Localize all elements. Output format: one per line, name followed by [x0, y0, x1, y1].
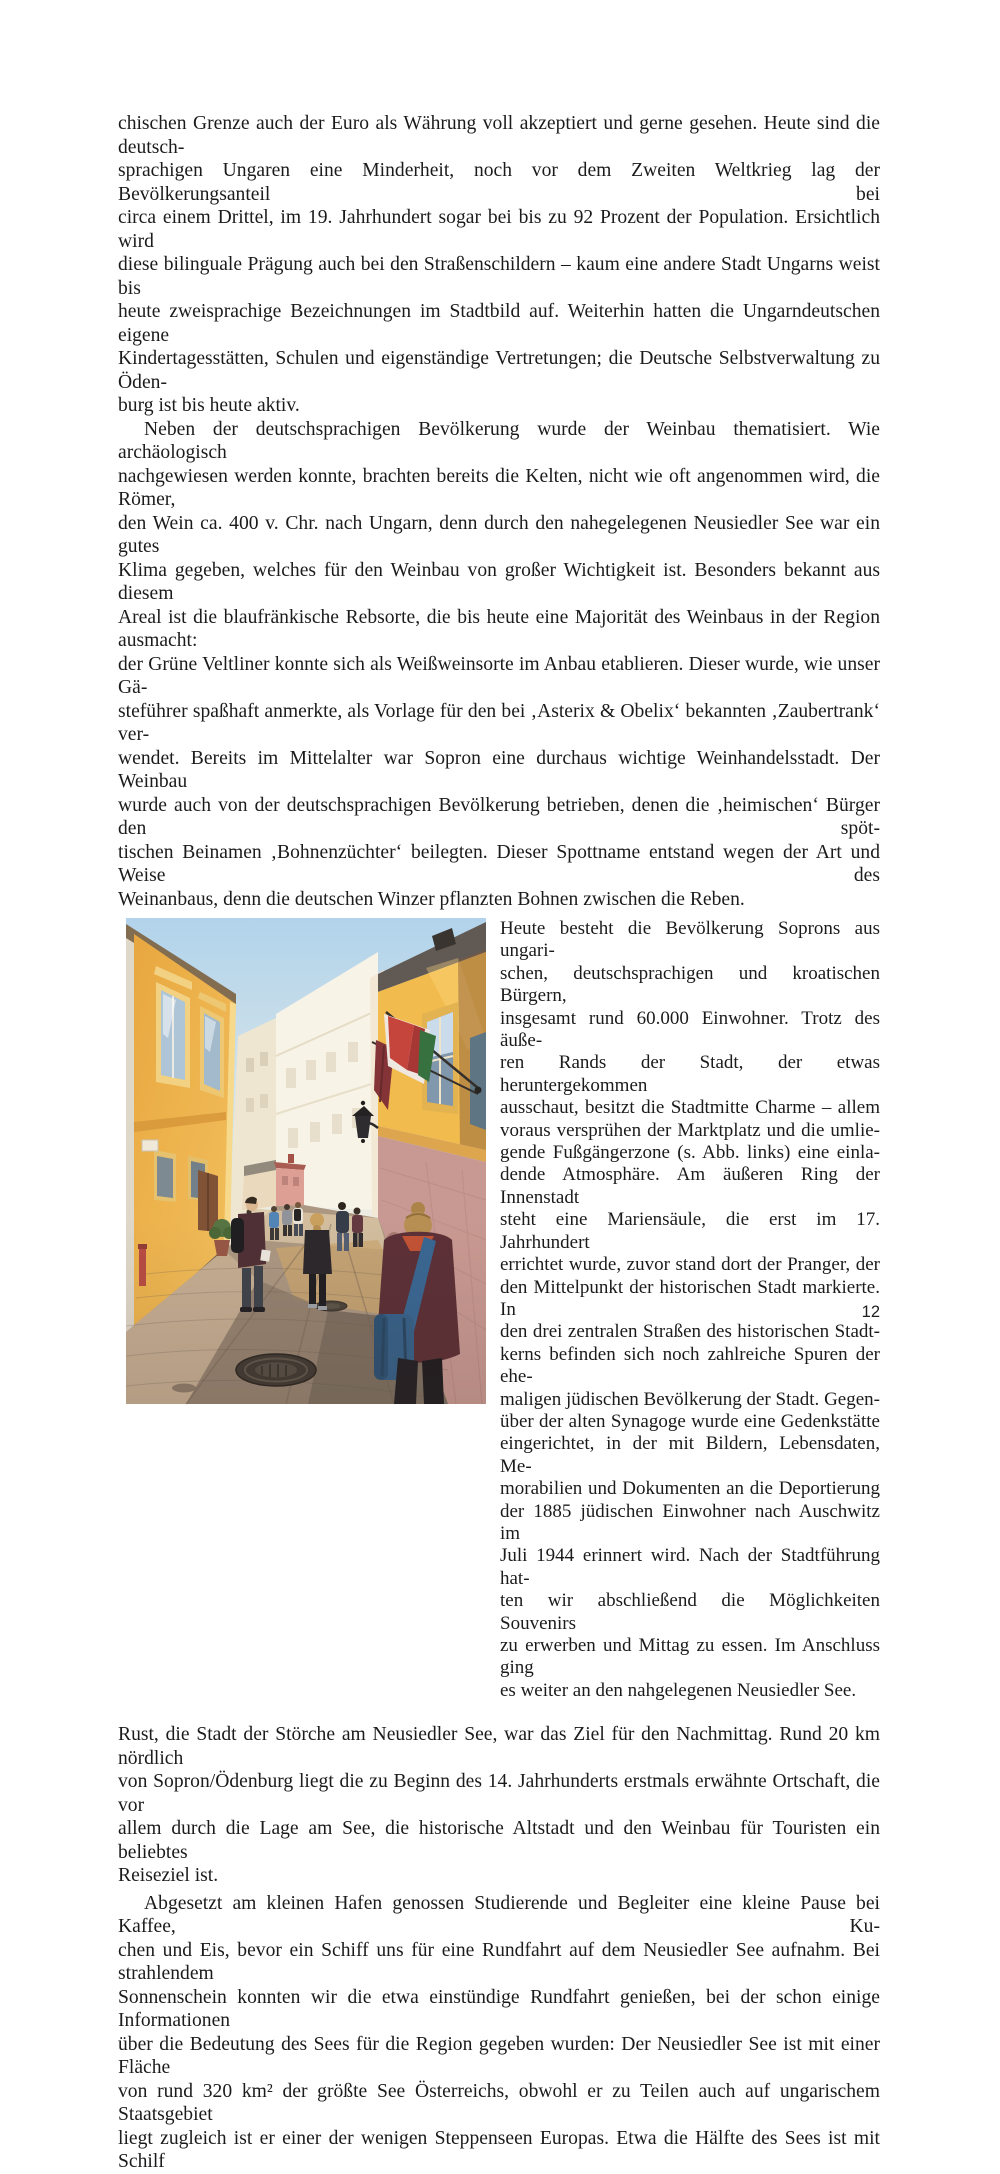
text-line: Kindertagesstätten, Schulen und eigenständige Vertretungen; die Deutsche Selbstverwaltung zu Öden-: [118, 348, 880, 393]
text-line: Areal ist die blaufränkische Rebsorte, die bis heute eine Majorität des Weinbaus in der Region ausmacht:: [118, 606, 880, 651]
text-line: ausschaut, besitzt die Stadtmitte Charme – allem: [500, 1097, 880, 1119]
text-line: chen und Eis, bevor ein Schiff uns für eine Rundfahrt auf dem Neusiedler See aufnahm. Bei strahlendem: [118, 1939, 880, 1985]
text-line: Heute besteht die Bevölkerung Soprons aus ungari-: [500, 918, 880, 962]
street-photo: [126, 918, 486, 1404]
text-line: tischen Beinamen ‚Bohnenzüchter‘ beilegten. Dieser Spottname entstand wegen der Art und Weise des: [118, 841, 880, 886]
paragraph-euro-minderheit: [118, 112, 880, 418]
text-line: Rust, die Stadt der Störche am Neusiedler See, war das Ziel für den Nachmittag. Rund 20 km nördlich: [118, 1724, 880, 1769]
text-line: schen, deutschsprachigen und kroatischen Bürgern,: [500, 962, 880, 1007]
text-line: voraus versprühen der Marktplatz und die umlie-: [500, 1119, 880, 1141]
text-line: den drei zentralen Straßen des historischen Stadt-: [500, 1321, 880, 1343]
text-line: es weiter an den nahgelegenen Neusiedler See.: [500, 1679, 857, 1701]
text-line: chischen Grenze auch der Euro als Währung voll akzeptiert und gerne gesehen. Heute sind die deutsch-: [118, 113, 880, 158]
text-line: den Mittelpunkt der historischen Stadt markierte. In: [500, 1276, 880, 1320]
text-line: insgesamt rund 60.000 Einwohner. Trotz des äuße-: [500, 1007, 880, 1052]
text-line: von Sopron/Ödenburg liegt die zu Beginn des 14. Jahrhunderts erstmals erwähnte Ortschaft, die vor: [118, 1771, 880, 1816]
text-line: eingerichtet, in der mit Bildern, Lebensdaten, Me-: [500, 1433, 880, 1477]
text-line: Sonnenschein konnten wir die etwa einstündige Rundfahrt genießen, bei der schon einige Informationen: [118, 1986, 880, 2032]
text-line: allem durch die Lage am See, die historische Altstadt und den Weinbau für Touristen ein beliebtes: [118, 1818, 880, 1863]
text-line: wendet. Bereits im Mittelalter war Sopron eine durchaus wichtige Weinhandelsstadt. Der Weinbau: [118, 747, 880, 792]
text-block: [118, 112, 880, 2174]
text-line: wurde auch von der deutschsprachigen Bevölkerung betrieben, denen die ‚heimischen‘ Bürger den spöt-: [118, 794, 880, 839]
text-line: morabilien und Dokumenten an die Deportierung: [500, 1478, 880, 1500]
text-line: dende Atmosphäre. Am äußeren Ring der Innenstadt: [500, 1164, 880, 1208]
paragraph-weinbau: [118, 418, 880, 912]
text-line: Abgesetzt am kleinen Hafen genossen Studierende und Begleiter eine kleine Pause bei Kaffee, Ku-: [118, 1892, 880, 1938]
text-line: der Grüne Veltliner konnte sich als Weißweinsorte im Anbau etablieren. Dieser wurde, wie unser Gä-: [118, 653, 880, 698]
text-line: steht eine Mariensäule, die erst im 17. Jahrhundert: [500, 1209, 880, 1253]
text-line: Juli 1944 erinnert wird. Nach der Stadtführung hat-: [500, 1545, 880, 1589]
text-line: über der alten Synagoge wurde eine Gedenkstätte: [500, 1410, 880, 1432]
text-line: gende Fußgängerzone (s. Abb. links) eine einla-: [500, 1142, 880, 1164]
text-line: Reiseziel ist.: [118, 1865, 219, 1887]
text-line: diese bilinguale Prägung auch bei den Straßenschildern – kaum eine andere Stadt Ungarns weist bis: [118, 254, 880, 299]
text-line: heute zweisprachige Bezeichnungen im Stadtbild auf. Weiterhin hatten die Ungarndeutschen eigene: [118, 301, 880, 346]
text-line: Neben der deutschsprachigen Bevölkerung wurde der Weinbau thematisiert. Wie archäologisch: [118, 418, 880, 463]
paragraph-neusiedler-see: [118, 1892, 880, 2174]
text-line: sprachigen Ungaren eine Minderheit, noch vor dem Zweiten Weltkrieg lag der Bevölkerungsanteil bei: [118, 160, 880, 205]
text-line: zu erwerben und Mittag zu essen. Im Anschluss ging: [500, 1635, 880, 1679]
page-number: 12: [861, 1303, 880, 1321]
text-line: der 1885 jüdischen Einwohner nach Auschwitz im: [500, 1500, 880, 1544]
street-photo-illustration: [126, 918, 486, 1404]
text-line: liegt zugleich ist er einer der wenigen Steppenseen Europas. Etwa die Hälfte des Sees ist mit Schilf: [118, 2127, 880, 2173]
text-line: ren Rands der Stadt, der etwas heruntergekommen: [500, 1052, 880, 1096]
text-line: maligen jüdischen Bevölkerung der Stadt. Gegen-: [500, 1388, 880, 1410]
text-line: über die Bedeutung des Sees für die Region gegeben wurden: Der Neusiedler See ist mit einer Fläche: [118, 2033, 880, 2079]
text-line: errichtet wurde, zuvor stand dort der Pranger, der: [500, 1254, 880, 1276]
text-line: Klima gegeben, welches für den Weinbau von großer Wichtigkeit ist. Besonders bekannt aus diesem: [118, 559, 880, 604]
text-line: steführer spaßhaft anmerkte, als Vorlage für den bei ‚Asterix & Obelix‘ bekannten ‚Zaubertrank‘ ver-: [118, 700, 880, 745]
text-line: ten wir abschließend die Möglichkeiten Souvenirs: [500, 1590, 880, 1634]
text-line: Weinanbaus, denn die deutschen Winzer pflanzten Bohnen zwischen die Reben.: [118, 888, 745, 910]
text-line: von rund 320 km² der größte See Österreichs, obwohl er zu Teilen auch auf ungarischem Staatsgebiet: [118, 2080, 880, 2126]
text-line: circa einem Drittel, im 19. Jahrhundert sogar bei bis zu 92 Prozent der Population. Ersichtlich wird: [118, 207, 880, 252]
text-line: kerns befinden sich noch zahlreiche Spuren der ehe-: [500, 1343, 880, 1388]
text-line: nachgewiesen werden konnte, brachten bereits die Kelten, nicht wie oft angenommen wird, die Römer,: [118, 465, 880, 510]
text-line: den Wein ca. 400 v. Chr. nach Ungarn, denn durch den nahegelegenen Neusiedler See war ein gutes: [118, 512, 880, 557]
text-line: burg ist bis heute aktiv.: [118, 395, 300, 416]
paragraph-rust: [118, 1723, 880, 1888]
